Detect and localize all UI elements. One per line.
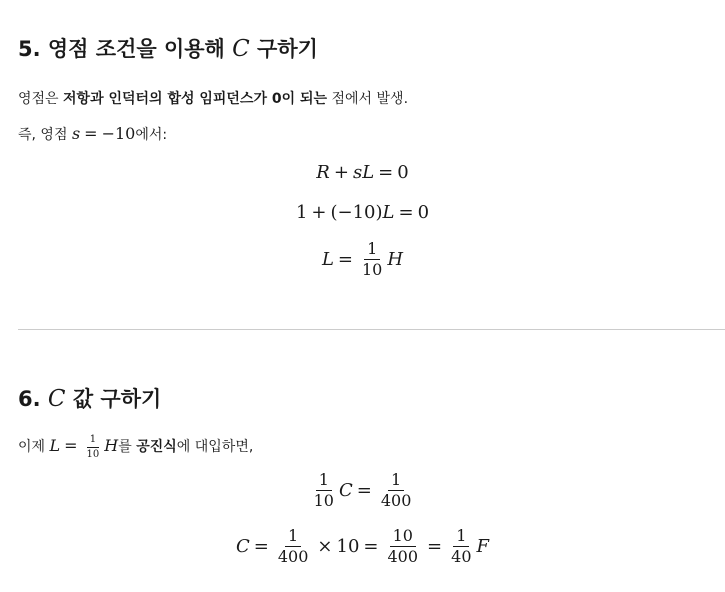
- substitute-numerator: 1: [87, 434, 99, 448]
- eq3-unit: H: [387, 248, 404, 270]
- substitute-fraction: [84, 434, 103, 460]
- eq4-left-numerator: 1: [316, 471, 332, 491]
- zero-condition-bold: 저항과 인덕터의 합성 임피던스가 0이 되는: [63, 91, 328, 107]
- eq3-numerator: 1: [364, 240, 380, 260]
- eq2-l: L: [382, 202, 395, 223]
- substitute-paragraph: [18, 434, 253, 460]
- substitute-bold: 공진식: [136, 439, 177, 455]
- section-5-heading-var: C: [232, 36, 250, 62]
- section-divider: [18, 329, 725, 330]
- eq5-numerator-2: 10: [390, 527, 416, 547]
- eq4-fraction-right: [378, 471, 415, 511]
- zero-point-text-b: 에서:: [135, 127, 168, 143]
- equation-c-value: [0, 527, 725, 567]
- eq5-denominator-3: 40: [451, 547, 472, 567]
- eq5-denominator-2: 400: [387, 547, 419, 567]
- equation-l-value: [0, 240, 725, 280]
- zero-point-value: −10: [101, 124, 136, 143]
- section-5-heading: [18, 33, 318, 63]
- eq2-plus: +: [311, 202, 327, 223]
- section-5-heading-suffix: 구하기: [257, 37, 318, 61]
- equation-zero-condition: [0, 162, 725, 183]
- eq5-unit: F: [476, 535, 489, 557]
- eq3-fraction: [359, 240, 385, 280]
- equation-resonance: [0, 471, 725, 511]
- zero-point-eq: =: [84, 124, 98, 143]
- eq2-one: 1: [295, 202, 308, 223]
- zero-condition-text-a: 영점은: [18, 91, 64, 107]
- eq1-r: R: [316, 162, 330, 183]
- eq5-numerator-3: 1: [453, 527, 469, 547]
- substitute-eq: =: [64, 436, 78, 455]
- eq4-fraction-left: [311, 471, 337, 511]
- eq3-l: L: [321, 248, 334, 270]
- eq1-zero: 0: [397, 162, 409, 183]
- equation-substituted: [0, 202, 725, 223]
- substitute-unit: H: [104, 436, 119, 455]
- eq5-numerator-1: 1: [285, 527, 301, 547]
- eq2-equals: =: [398, 202, 414, 223]
- eq3-equals: =: [337, 248, 353, 270]
- eq5-fraction-3: [448, 527, 474, 567]
- eq5-fraction-2: [385, 527, 422, 567]
- section-5-heading-prefix: 5. 영점 조건을 이용해: [18, 37, 225, 61]
- substitute-denominator: 10: [86, 448, 100, 460]
- zero-point-text-a: 즉, 영점: [18, 127, 72, 143]
- eq5-times: ×: [317, 535, 333, 557]
- substitute-text-b: 를: [118, 439, 137, 455]
- eq5-equals-1: =: [253, 535, 269, 557]
- eq1-plus: +: [333, 162, 349, 183]
- section-6-heading-var: C: [47, 386, 66, 412]
- eq1-sl: sL: [352, 162, 375, 183]
- section-6-heading-prefix: 6.: [18, 387, 41, 411]
- eq4-left-denominator: 10: [313, 491, 334, 511]
- eq5-c: C: [235, 535, 250, 557]
- eq3-denominator: 10: [361, 260, 383, 280]
- eq4-right-denominator: 400: [380, 491, 412, 511]
- eq1-equals: =: [378, 162, 394, 183]
- eq4-equals: =: [356, 479, 372, 501]
- eq5-multiplier: 10: [336, 535, 360, 557]
- eq5-equals-2: =: [363, 535, 379, 557]
- eq5-denominator-1: 400: [277, 547, 309, 567]
- substitute-var: L: [49, 436, 61, 455]
- section-6-heading-suffix: 값 구하기: [72, 387, 162, 411]
- zero-point-var: s: [71, 124, 81, 143]
- zero-condition-text-b: 점에서 발생.: [327, 91, 409, 107]
- eq4-c: C: [338, 479, 353, 501]
- zero-point-paragraph: [18, 124, 167, 144]
- eq4-right-numerator: 1: [388, 471, 404, 491]
- section-6-heading: [18, 383, 161, 413]
- eq2-zero: 0: [417, 202, 430, 223]
- eq5-fraction-1: [275, 527, 312, 567]
- eq5-equals-3: =: [427, 535, 443, 557]
- substitute-text-a: 이제: [18, 439, 50, 455]
- eq2-minus-ten: (−10): [330, 202, 383, 223]
- substitute-text-c: 에 대입하면,: [176, 439, 254, 455]
- zero-condition-paragraph: [18, 88, 408, 108]
